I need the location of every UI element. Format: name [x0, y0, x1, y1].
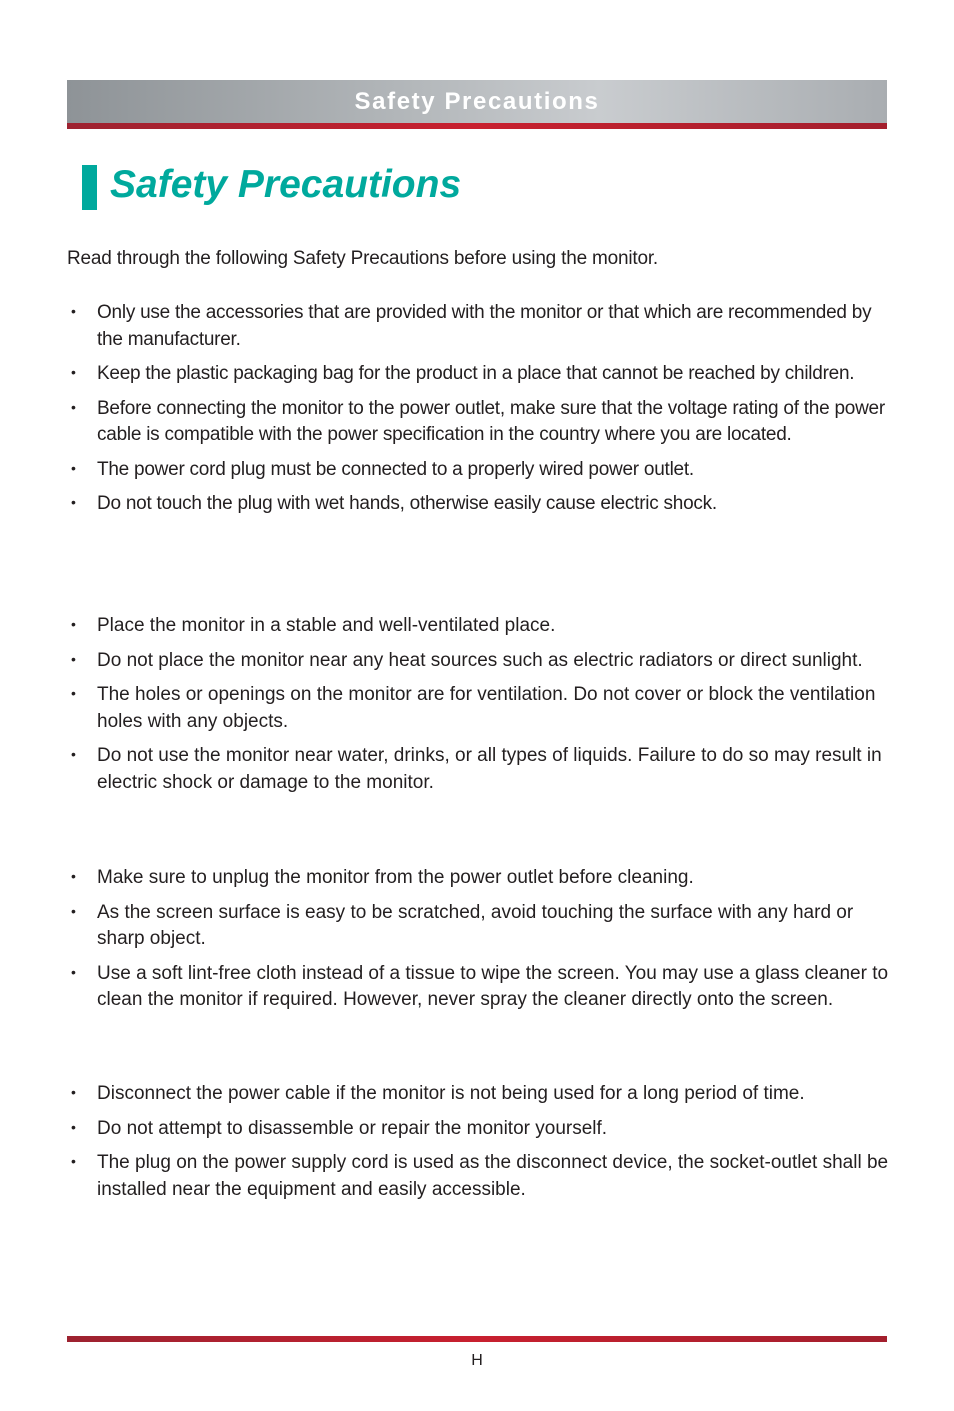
bullet-icon: • — [71, 616, 76, 632]
list-item: • The plug on the power supply cord is used as the disconnect device, the socket-outlet shall be installed near the equipment and easily accessible. — [67, 1150, 897, 1203]
list-item: • As the screen surface is easy to be scratched, avoid touching the surface with any hard or sharp object. — [67, 900, 897, 953]
bullet-icon: • — [71, 398, 76, 415]
bullet-icon: • — [71, 494, 76, 510]
list-item: • The holes or openings on the monitor are for ventilation. Do not cover or block the ventilation holes with any objects. — [67, 682, 897, 735]
header-divider — [67, 123, 887, 129]
bullet-icon: • — [71, 1084, 76, 1100]
page-number: H — [471, 1352, 483, 1369]
list-item: • Before connecting the monitor to the power outlet, make sure that the voltage rating of the power cable is compatible with the power specification in the country where you are located. — [67, 396, 897, 449]
list-item: • Use a soft lint-free cloth instead of a tissue to wipe the screen. You may use a glass cleaner to clean the monitor if required. However, never spray the cleaner directly onto the screen. — [67, 961, 897, 1014]
bullet-icon: • — [71, 303, 76, 319]
list-item: • Only use the accessories that are provided with the monitor or that which are recommended by the manufacturer. — [67, 300, 897, 353]
bullet-icon: • — [71, 459, 76, 476]
bullet-icon: • — [71, 685, 76, 701]
bullet-list-placement — [67, 613, 897, 804]
list-item: • Do not attempt to disassemble or repair the monitor yourself. — [67, 1116, 897, 1143]
list-item: • Make sure to unplug the monitor from the power outlet before cleaning. — [67, 865, 897, 892]
bullet-list-power — [67, 1081, 897, 1211]
bullet-list-general — [67, 300, 897, 526]
list-item: • Do not use the monitor near water, drinks, or all types of liquids. Failure to do so may result in electric shock or damage to the monitor. — [67, 743, 897, 796]
bullet-icon: • — [71, 963, 76, 980]
header-title: Safety Precautions — [354, 87, 600, 115]
bullet-icon: • — [71, 1153, 76, 1169]
page-title: Safety Precautions — [110, 163, 462, 206]
list-item: • Do not touch the plug with wet hands, otherwise easily cause electric shock. — [67, 491, 897, 518]
footer-divider — [67, 1336, 887, 1342]
section-marker — [82, 165, 97, 210]
bullet-icon: • — [71, 868, 76, 884]
list-item: • The power cord plug must be connected to a properly wired power outlet. — [67, 457, 897, 484]
intro-text: Read through the following Safety Precautions before using the monitor. — [67, 248, 659, 269]
list-item: • Place the monitor in a stable and well-ventilated place. — [67, 613, 897, 640]
bullet-icon: • — [71, 1118, 76, 1135]
bullet-icon: • — [71, 902, 76, 919]
page-header-bar — [67, 80, 887, 123]
bullet-icon: • — [71, 746, 76, 762]
list-item: • Keep the plastic packaging bag for the product in a place that cannot be reached by children. — [67, 361, 897, 388]
bullet-icon: • — [71, 650, 76, 667]
list-item: • Do not place the monitor near any heat sources such as electric radiators or direct sunlight. — [67, 648, 897, 675]
list-item: • Disconnect the power cable if the monitor is not being used for a long period of time. — [67, 1081, 897, 1108]
bullet-list-cleaning — [67, 865, 897, 1022]
bullet-icon: • — [71, 364, 76, 380]
